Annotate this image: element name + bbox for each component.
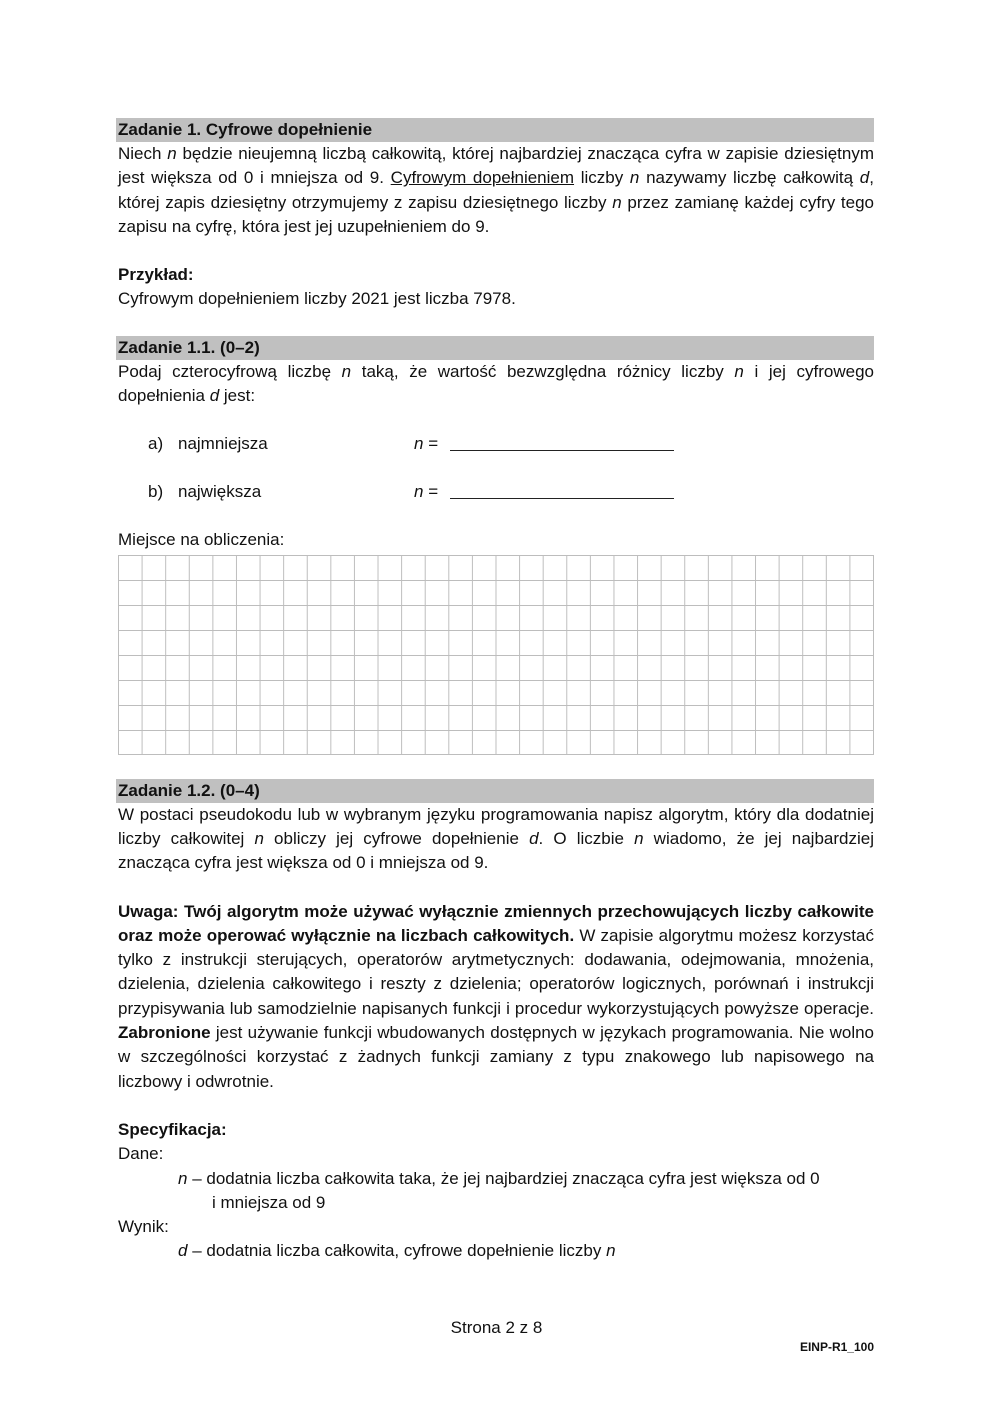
example-text: Cyfrowym dopełnieniem liczby 2021 jest liczba 7978. — [118, 289, 516, 309]
page-content — [118, 118, 874, 1264]
spec-dane-label: Dane: — [118, 1144, 164, 1164]
task11-text: Podaj czterocyfrową liczbę n taką, że wartość bezwzględna różnicy liczby n i jej cyfrowego dopełnienia d jest: — [118, 361, 874, 406]
spec-title: Specyfikacja: — [118, 1119, 227, 1139]
example-title: Przykład: — [118, 265, 194, 285]
answer-a: a) najmniejsza n = — [118, 432, 874, 456]
page-number: Strona 2 z 8 — [450, 1318, 543, 1337]
answer-a-line[interactable] — [450, 450, 674, 451]
spec-wynik-label: Wynik: — [118, 1217, 169, 1237]
answer-b: b) największa n = — [118, 480, 874, 504]
task1-intro: Niech n będzie nieujemną liczbą całkowitą, której najbardziej znacząca cyfra w zapisie dziesiętnym jest większa od 0 i mniejsza od 9. Cyfrowym dopełnieniem liczby n nazywamy liczbę całkowitą d, której zapis dziesiętny otrzymujemy z zapisu dziesiętnego liczby n przez zamianę każdej cyfry tego zapisu na cyfrę, która jest jej uzupełnieniem do 9. — [118, 144, 875, 236]
answer-b-line[interactable] — [450, 498, 674, 499]
spec-wynik-line: d – dodatnia liczba całkowita, cyfrowe dopełnienie liczby n — [178, 1241, 616, 1261]
spec-dane-line1: n – dodatnia liczba całkowita taka, że jej najbardziej znacząca cyfra jest większa od 0 — [178, 1168, 820, 1188]
task12-text: W postaci pseudokodu lub w wybranym języku programowania napisz algorytm, który dla dodatniej liczby całkowitej n obliczy jej cyfrowe dopełnienie d. O liczbie n wiadomo, że jej najbardziej znacząca cyfra jest większa od 0 i mniejsza od 9. — [118, 804, 874, 873]
spec-dane-line2: i mniejsza od 9 — [212, 1192, 326, 1212]
exam-code: EINP-R1_100 — [799, 1340, 874, 1354]
calc-label: Miejsce na obliczenia: — [118, 530, 285, 550]
task12-header: Zadanie 1.2. (0–4) — [116, 779, 874, 803]
task12-note: Uwaga: Twój algorytm może używać wyłącznie zmiennych przechowujących liczby całkowite oraz może operować wyłącznie na liczbach całkowitych. W zapisie algorytmu możesz korzystać tylko z instrukcji sterujących, operatorów arytmetycznych: dodawania, odejmowania, mnożenia, dzielenia, dzielenia całkowitego i reszty z dzielenia; operatorów logicznych, porównań i instrukcji przypisywania lub samodzielnie napisanych funkcji i procedur wykorzystujących powyższe operacje. Zabronione jest używanie funkcji wbudowanych dostępnych w językach programowania. Nie wolno w szczególności korzystać z żadnych funkcji zamiany z typu znakowego lub napisowego na liczbowy i odwrotnie. — [118, 901, 874, 1091]
task1-header: Zadanie 1. Cyfrowe dopełnienie — [116, 118, 874, 142]
task11-header: Zadanie 1.1. (0–2) — [116, 336, 874, 360]
calculation-grid[interactable] — [118, 555, 874, 755]
